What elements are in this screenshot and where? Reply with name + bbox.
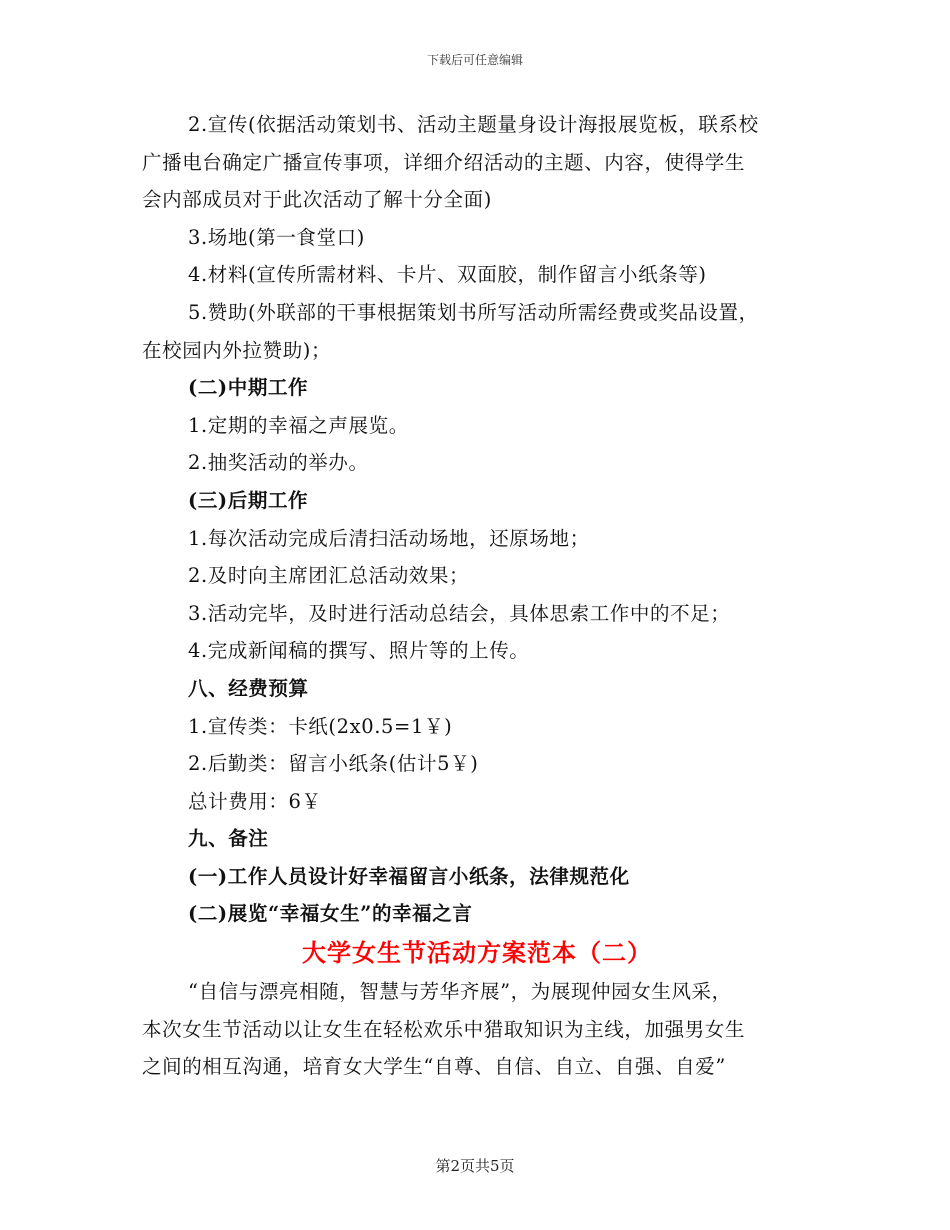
section-title: 大学女生节活动方案范本（二）: [302, 938, 652, 968]
item-news-upload: 4.完成新闻稿的撰写、照片等的上传。: [188, 639, 530, 663]
note-two: (二)展览“幸福女生”的幸福之言: [188, 902, 473, 926]
item-summary-meeting: 3.活动完毕，及时进行活动总结会，具体思索工作中的不足；: [188, 601, 731, 625]
heading-mid-term-work: (二)中期工作: [188, 376, 309, 400]
budget-logistics: 2.后勤类：留言小纸条(估计5￥): [188, 752, 479, 776]
item-report-results: 2.及时向主席团汇总活动效果；: [188, 564, 470, 588]
item-venue: 3.场地(第一食堂口): [188, 225, 365, 249]
item-sponsorship-line2: 在校园内外拉赞助)；: [142, 338, 332, 362]
heading-late-work: (三)后期工作: [188, 488, 309, 512]
budget-publicity: 1.宣传类：卡纸(2x0.5=1￥): [188, 714, 453, 738]
item-sponsorship-line1: 5.赞助(外联部的干事根据策划书所写活动所需经费或奖品设置，: [188, 300, 759, 324]
intro-line2: 本次女生节活动以让女生在轻松欢乐中猎取知识为主线，加强男女生: [142, 1017, 746, 1041]
heading-notes: 九、备注: [188, 827, 269, 851]
budget-total: 总计费用：6￥: [188, 789, 322, 813]
item-publicity-line2: 广播电台确定广播宣传事项，详细介绍活动的主题、内容，使得学生: [142, 150, 746, 174]
item-publicity-line3: 会内部成员对于此次活动了解十分全面): [142, 188, 492, 212]
document-body: [142, 106, 812, 1086]
item-exhibition: 1.定期的幸福之声展览。: [188, 413, 409, 437]
page-footer: 第2页共5页: [435, 1157, 515, 1175]
heading-budget: 八、经费预算: [188, 676, 309, 700]
intro-line3: 之间的相互沟通，培育女大学生“自尊、自信、自立、自强、自爱”: [142, 1055, 726, 1079]
page-header: 下载后可任意编辑: [426, 53, 523, 67]
intro-line1: “自信与漂亮相随，智慧与芳华齐展”，为展现仲园女生风采，: [188, 980, 732, 1004]
item-publicity-line1: 2.宣传(依据活动策划书、活动主题量身设计海报展览板，联系校: [188, 113, 759, 136]
item-materials: 4.材料(宣传所需材料、卡片、双面胶，制作留言小纸条等): [188, 263, 707, 287]
note-one: (一)工作人员设计好幸福留言小纸条，法律规范化: [188, 864, 630, 888]
item-cleanup: 1.每次活动完成后清扫活动场地，还原场地；: [188, 526, 590, 550]
item-lottery: 2.抽奖活动的举办。: [188, 451, 369, 475]
